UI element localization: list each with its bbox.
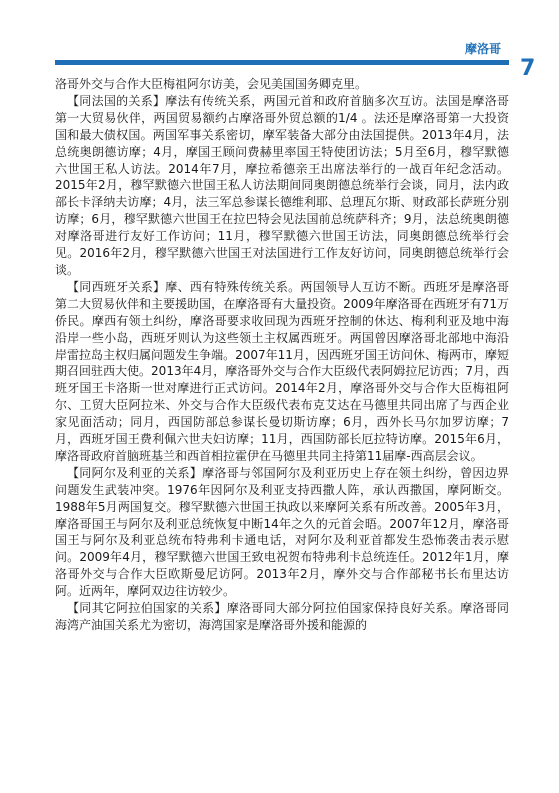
header-title: 摩洛哥 xyxy=(465,42,502,56)
paragraph-text: 摩法有传统关系，两国元首和政府首脑多次互访。法国是摩洛哥第一大贸易伙伴，两国贸易额约占摩洛哥外贸总额的1/4 。法还是摩洛哥第一大投资国和最大债权国。两国军事关系密切，摩军装备大部分由法国提供。2013年4月，法总统奥朗德访摩；4月，摩国王顾问费赫里率国王特使团访法；5月至6月，穆罕默德六世国王私人访法。2014年7月，摩拉希德亲王出席法举行的一战百年纪念活动。2015年2月，穆罕默德六世国王私人访法期间同奥朗德总统举行会谈，同月，法内政部长卡泽纳夫访摩；4月，法三军总参谋长德维利耶、总理瓦尔斯、财政部长萨班分别访摩；6月，穆罕默德六世国王在拉巴特会见法国前总统萨科齐；9月，法总统奥朗德对摩洛哥进行友好工作访问；11月，穆罕默德六世国王访法，同奥朗德总统举行会见。2016年2月，穆罕默德六世国王对法国进行工作友好访问，同奥朗德总统举行会谈。 xyxy=(55,93,509,277)
body-text xyxy=(55,76,509,634)
paragraph-text: 摩、西有特殊传统关系。两国领导人互访不断。西班牙是摩洛哥第二大贸易伙伴和主要援助国，在摩洛哥有大量投资。2009年摩洛哥在西班牙有71万侨民。摩西有领土纠纷，摩洛哥要求收回现为西班牙控制的休达、梅利利亚及地中海沿岸一些小岛，西班牙则认为这些领土主权属西班牙。两国曾因摩洛哥北部地中海沿岸雷拉岛主权归属问题发生争端。2007年11月，因西班牙国王访问休、梅两市，摩短期召回驻西大使。2013年4月，摩洛哥外交与合作大臣级代表阿姆拉尼访西；7月，西班牙国王卡洛斯一世对摩进行正式访问。2014年2月，摩洛哥外交与合作大臣梅祖阿尔、工贸大臣阿拉米、外交与合作大臣级代表布克艾达在马德里共同出席了与西企业家见面活动；同月，西国防部总参谋长曼切斯访摩；6月，西外长马尔加罗访摩；7月，西班牙国王费利佩六世夫妇访摩；11月，西国防部长厄拉特访摩。2015年6月，摩洛哥政府首脑班基兰和西首相拉霍伊在马德里共同主持第11届摩-西高层会议。 xyxy=(55,279,509,463)
paragraph-heading: 【同其它阿拉伯国家的关系】 xyxy=(67,601,227,616)
paragraph-heading: 【同西班牙关系】 xyxy=(67,279,166,294)
paragraph-france xyxy=(55,93,509,279)
paragraph-continuation xyxy=(55,76,509,93)
header-rule xyxy=(55,60,509,65)
paragraph-spain xyxy=(55,279,509,465)
paragraph-text: 摩洛哥同大部分阿拉伯国家保持良好关系。摩洛哥同海湾产油国关系尤为密切，海湾国家是摩洛哥外援和能源的 xyxy=(55,601,509,632)
paragraph-text: 摩洛哥与邻国阿尔及利亚历史上存在领土纠纷，曾因边界问题发生武装冲突。1976年因阿尔及利亚支持西撒人阵，承认西撒国，摩阿断交。1988年5月两国复交。穆罕默德六世国王执政以来摩阿关系有所改善。2005年3月，摩洛哥国王与阿尔及利亚总统恢复中断14年之久的元首会晤。2007年12月，摩洛哥国王与阿尔及利亚总统布特弗利卡通电话，对阿尔及利亚首都发生恐怖袭击表示慰问。2009年4月，穆罕默德六世国王致电祝贺布特弗利卡总统连任。2012年1月，摩洛哥外交与合作大臣欧斯曼尼访阿。2013年2月，摩外交与合作部秘书长布里达访阿。近两年，摩阿双边往访较少。 xyxy=(55,465,509,599)
page-number: 7 xyxy=(520,56,536,81)
paragraph-heading: 【同阿尔及利亚的关系】 xyxy=(67,465,203,480)
paragraph-text: 洛哥外交与合作大臣梅祖阿尔访美，会见美国国务卿克里。 xyxy=(55,77,368,91)
paragraph-heading: 【同法国的关系】 xyxy=(67,93,166,108)
paragraph-algeria xyxy=(55,465,509,600)
paragraph-arab-states xyxy=(55,600,509,634)
